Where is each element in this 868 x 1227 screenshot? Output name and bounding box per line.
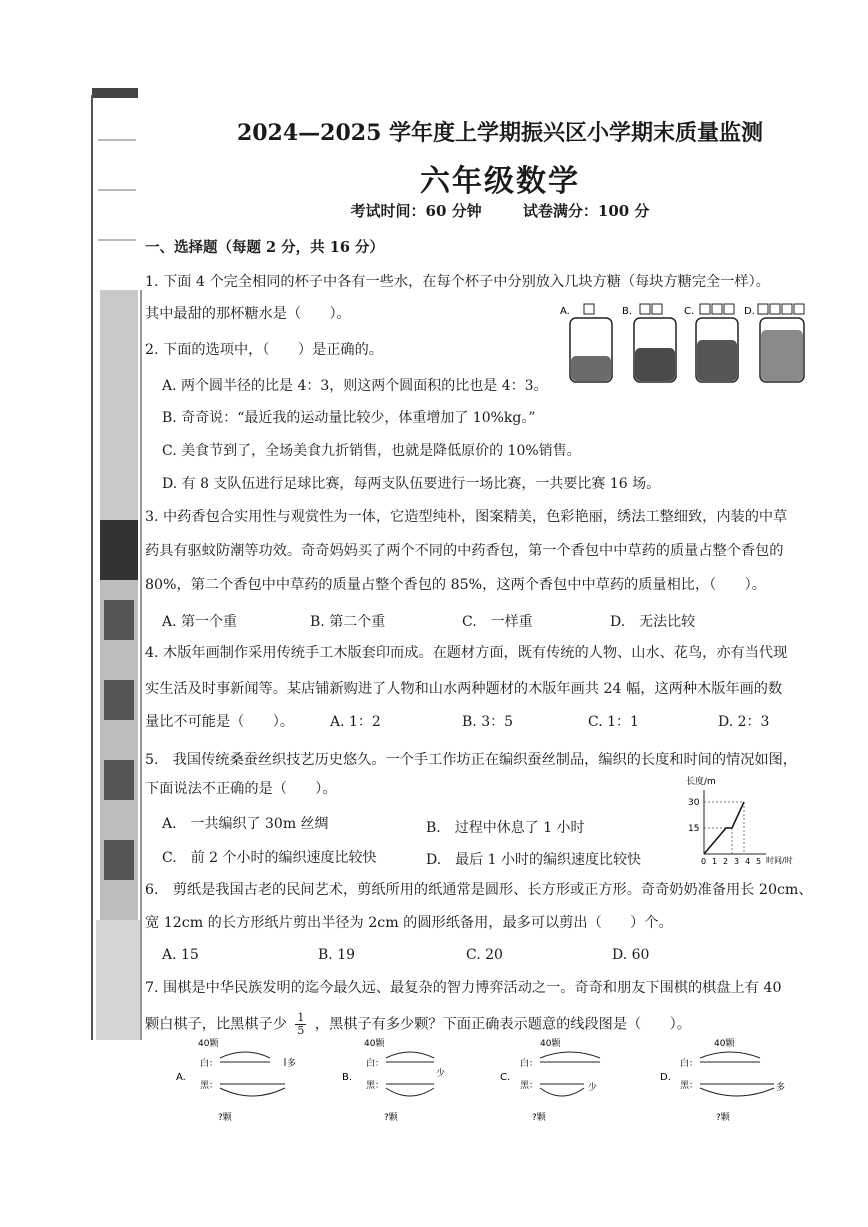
q1-line1: 1. 下面 4 个完全相同的杯子中各有一些水，在每个杯子中分别放入几块方糖（每块方糖完全一样）。	[145, 274, 770, 290]
diagram-b-white: 白：	[366, 1059, 385, 1069]
segment-diagram-d	[660, 1038, 785, 1123]
q7-line2-part2: ，黑棋子有多少颗？下面正确表示题意的线段图是（ ）。	[314, 1016, 691, 1033]
binding-margin-strip	[0, 0, 140, 1227]
cup-label-d: D.	[744, 306, 755, 317]
graph-x-tick-3: 3	[734, 857, 740, 866]
exam-title: 2024—2025 学年度上学期振兴区小学期末质量监测	[236, 120, 764, 146]
diagram-c-black: 黑：	[520, 1081, 539, 1091]
q7-fraction-numerator: 1	[297, 1011, 305, 1024]
cup-label-b: B.	[622, 306, 633, 317]
q7-fraction	[295, 1012, 306, 1037]
q6-option-d: D. 60	[612, 947, 650, 963]
cup-label-a: A.	[560, 306, 570, 317]
diagram-a-bottom-label: ?颗	[218, 1113, 232, 1123]
q3-option-b: B. 第二个重	[310, 614, 386, 630]
cup-a	[560, 304, 612, 382]
diagram-b-bottom-label: ?颗	[384, 1113, 398, 1123]
q4-option-d: D. 2：3	[718, 714, 770, 730]
q5-line2: 下面说法不正确的是（ ）。	[145, 781, 337, 797]
q3-line1: 3. 中药香包合实用性与观赏性为一体，它造型纯朴，图案精美，色彩艳丽，绣法工整细致，内装的中草	[145, 509, 788, 525]
q6-option-a: A. 15	[162, 947, 199, 963]
exam-info	[150, 200, 850, 221]
q2-option-b: B. 奇奇说：“最近我的运动量比较少，体重增加了 10%kg。”	[162, 410, 536, 426]
graph-y-tick-30: 30	[688, 798, 700, 808]
q4-option-c: C. 1：1	[588, 714, 639, 730]
q5-option-c: C. 前 2 个小时的编织速度比较快	[162, 850, 377, 866]
margin-line	[140, 290, 142, 1040]
q3-option-a: A. 第一个重	[162, 614, 238, 630]
q2-stem: 2. 下面的选项中，（ ）是正确的。	[145, 342, 383, 358]
diagram-c-letter: C.	[500, 1072, 511, 1083]
q7-line2-part1: 颗白棋子，比黑棋子少	[145, 1016, 287, 1033]
graph-x-tick-4: 4	[745, 857, 751, 866]
q2-option-c: C. 美食节到了，全场美食九折销售，也就是降低原价的 10%销售。	[162, 443, 581, 459]
q5-length-time-graph	[684, 772, 814, 872]
graph-x-tick-5: 5	[756, 857, 762, 866]
diagram-c-bottom-label: ?颗	[532, 1113, 546, 1123]
diagram-c-less: 少	[588, 1083, 598, 1093]
q4-option-a: A. 1：2	[330, 714, 381, 730]
diagram-b-black: 黑：	[366, 1081, 385, 1091]
diagram-a-letter: A.	[176, 1072, 186, 1083]
q2-option-a: A. 两个圆半径的比是 4：3，则这两个圆面积的比也是 4：3。	[162, 378, 548, 394]
diagram-c-white: 白：	[520, 1059, 539, 1069]
exam-full-score: 试卷满分：100 分	[522, 202, 650, 220]
q3-line3: 80%，第二个香包中中草药的质量占整个香包的 85%，这两个香包中中草药的质量相比，（ ）。	[145, 577, 766, 593]
q2-option-d: D. 有 8 支队伍进行足球比赛，每两支队伍要进行一场比赛，一共要比赛 16 场。	[162, 476, 661, 492]
exam-subject: 六年级数学	[420, 164, 580, 199]
q1-line2: 其中最甜的那杯糖水是（ ）。	[145, 306, 351, 322]
graph-x-label: 时间/时	[766, 856, 793, 865]
q3-line2: 药具有驱蚊防潮等功效。奇奇妈妈买了两个不同的中药香包，第一个香包中中草药的质量占整个香包的	[145, 543, 784, 559]
diagram-a-more: 多	[287, 1059, 297, 1069]
q4-line1: 4. 木版年画制作采用传统手工木版套印而成。在题材方面，既有传统的人物、山水、花鸟，亦有当代现	[145, 645, 788, 661]
cup-c	[684, 304, 738, 382]
q7-fraction-denominator: 5	[297, 1024, 305, 1037]
diagram-a-top-label: 40颗	[198, 1039, 219, 1049]
diagram-d-white: 白：	[680, 1059, 699, 1069]
q3-option-c: C. 一样重	[462, 614, 533, 630]
diagram-c-top-label: 40颗	[540, 1039, 561, 1049]
q1-cups-figure	[558, 300, 808, 390]
diagram-d-black: 黑：	[680, 1081, 699, 1091]
graph-y-tick-15: 15	[688, 824, 700, 834]
diagram-a-white: 白：	[200, 1059, 219, 1069]
diagram-d-more: 多	[776, 1083, 786, 1093]
q7-segment-diagrams	[170, 1036, 850, 1126]
cup-b	[622, 304, 676, 382]
q4-line3: 量比不可能是（ ）。	[145, 714, 294, 730]
q4-option-b: B. 3：5	[462, 714, 514, 730]
diagram-d-top-label: 40颗	[714, 1039, 735, 1049]
exam-time: 考试时间：60 分钟	[350, 202, 482, 220]
section-heading: 一、选择题（每题 2 分，共 16 分）	[145, 239, 384, 256]
q7-line1: 7. 围棋是中华民族发明的迄今最久远、最复杂的智力博弈活动之一。奇奇和朋友下围棋的棋盘上有 40	[145, 980, 782, 996]
q3-option-d: D. 无法比较	[610, 614, 696, 630]
q5-line1: 5. 我国传统桑蚕丝织技艺历史悠久。一个手工作坊正在编织蚕丝制品，编织的长度和时间的情况如图，	[145, 752, 797, 768]
graph-x-tick-1: 1	[712, 857, 718, 866]
graph-x-tick-0: 0	[701, 857, 707, 866]
graph-x-tick-2: 2	[723, 857, 729, 866]
q6-line1: 6. 剪纸是我国古老的民间艺术，剪纸所用的纸通常是圆形、长方形或正方形。奇奇奶奶准备用长 20cm、	[145, 882, 813, 898]
graph-y-label: 长度/m	[686, 777, 716, 787]
diagram-b-letter: B.	[342, 1072, 353, 1083]
q6-option-b: B. 19	[318, 947, 356, 963]
diagram-a-black: 黑：	[200, 1081, 219, 1091]
diagram-b-less: 少	[436, 1069, 446, 1079]
q5-option-a: A. 一共编织了 30m 丝绸	[162, 816, 329, 832]
q4-line2: 实生活及时事新闻等。某店铺新购进了人物和山水两种题材的木版年画共 24 幅，这两种木版年画的数	[145, 681, 783, 697]
segment-diagram-a	[176, 1038, 296, 1123]
q5-option-d: D. 最后 1 小时的编织速度比较快	[426, 852, 641, 868]
segment-diagram-c	[500, 1038, 600, 1123]
q6-option-c: C. 20	[466, 947, 503, 963]
segment-diagram-b	[342, 1038, 445, 1123]
diagram-d-bottom-label: ?颗	[716, 1113, 730, 1123]
diagram-d-letter: D.	[660, 1072, 671, 1083]
diagram-b-top-label: 40颗	[364, 1039, 385, 1049]
q7-line2	[145, 1012, 691, 1037]
q5-option-b: B. 过程中休息了 1 小时	[426, 820, 585, 836]
cup-label-c: C.	[684, 306, 695, 317]
cup-d	[744, 304, 804, 382]
q6-line2: 宽 12cm 的长方形纸片剪出半径为 2cm 的圆形纸备用，最多可以剪出（ ）个。	[145, 915, 673, 931]
